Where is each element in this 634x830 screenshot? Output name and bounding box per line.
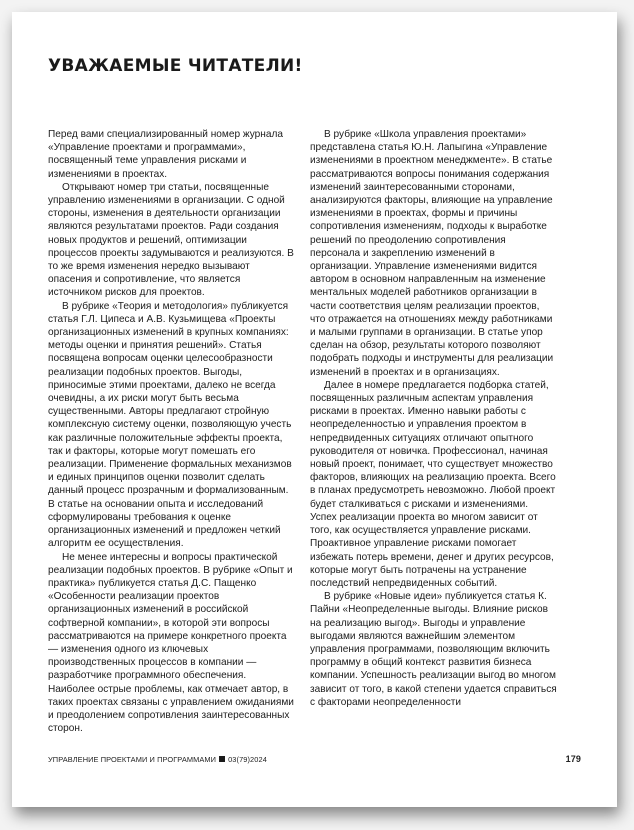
page-title: УВАЖАЕМЫЕ ЧИТАТЕЛИ! bbox=[48, 56, 303, 76]
paragraph: Перед вами специализированный номер журнала «Управление проектами и программами», посвященный теме управления рисками и изменениями в проектах. bbox=[48, 129, 283, 180]
left-column bbox=[48, 128, 295, 735]
square-separator-icon bbox=[219, 756, 225, 762]
paragraph: Не менее интересны и вопросы практической реализации подобных проектов. В рубрике «Опыт и практика» публикуется статья Д.С. Пащенко «Особенности реализации проектов организационных изменений в российской софтверной компании», в которой эти вопросы рассматриваются на примере конкретного проекта — изменения одного из ключевых производственных процессов в компании — разработчике программного обеспечения. Наиболее острые проблемы, как отмечает автор, в таких проектах связаны с управлением ожиданиями и преодолением сопротивления заинтересованных сторон. bbox=[48, 551, 294, 735]
page-sheet bbox=[12, 12, 617, 807]
right-column bbox=[310, 128, 557, 709]
footer-journal bbox=[48, 755, 267, 764]
paragraph: В рубрике «Новые идеи» публикуется статья К. Пайни «Неопределенные выгоды. Влияние рисков на реализацию выгод». Выгоды и управление выгодами являются важнейшим элементом управления программами, позволяющим включить программу в общий контекст развития бизнеса компании. Успешность реализации выгод во многом зависит от того, в какой степени удается справиться с факторами неопределенности bbox=[310, 591, 557, 708]
journal-name: УПРАВЛЕНИЕ ПРОЕКТАМИ И ПРОГРАММАМИ bbox=[48, 754, 217, 764]
paragraph: Открывают номер три статьи, посвященные управлению изменениями в организации. С одной стороны, изменения в деятельности организации являются результатами проектов. Ради создания новых продуктов и решений, оптимизации процессов проекты задумываются и реализуются. В то же время изменения нередко вызывают опасения и сопротивление, что является источником рисков для проектов. bbox=[48, 181, 294, 299]
issue-number: 03(79)2024 bbox=[228, 754, 267, 764]
page-number: 179 bbox=[565, 754, 581, 764]
paragraph: Далее в номере предлагается подборка статей, посвященных различным аспектам управления рисками в проектах. Именно навыки работы с неопределенностью и управления проектом в непредвиденных ситуациях отличают опытного руководителя от новичка. Профессионал, начиная новый проект, понимает, что существует множество факторов, влияющих на реализацию проекта. Всего в планах предусмотреть невозможно. Любой проект будет сталкиваться с рисками и изменениями. Успех реализации проекта во многом зависит от того, как осуществляется управление рисками. Проактивное управление рисками помогает избежать потерь времени, денег и других ресурсов, которые могут быть потрачены на устранение последствий непредвиденных событий. bbox=[310, 379, 556, 589]
paragraph: В рубрике «Теория и методология» публикуется статья Г.Л. Ципеса и А.В. Кузьмищева «Проекты организационных изменений в крупных компаниях: методы оценки и принятия решений». Статья посвящена вопросам оценки целесообразности реализации подобных проектов. Выгоды, приносимые этими проектами, далеко не всегда очевидны, а их риски могут быть весьма существенными. Авторы предлагают стройную комплексную систему оценки, позволяющую учесть как различные положительные эффекты проекта, так и факторы, которые могут помешать его реализации. Применение формальных механизмов и единых принципов оценки позволит сделать данный процесс прозрачным и формализованным. В статье на основании опыта и исследований сформулированы требования к оценке организационных изменений и предложен четкий алгоритм ее осуществления. bbox=[48, 300, 292, 550]
paragraph: В рубрике «Школа управления проектами» представлена статья Ю.Н. Лапыгина «Управление изменениями в проектном менеджменте». В статье рассматриваются вопросы понимания содержания изменений заинтересованными сторонами, анализируются факторы, влияющие на управление изменениями в проектах, формы и причины сопротивления изменениям, подходы к выработке решений по преодолению сопротивления персонала и закреплению изменений в организации. Управление изменениями видится автором в основном направленным на изменение ментальных моделей работников организации в части соответствия целям реализации проектов, что отражается на отношениях между работниками и малыми группами в организации. В статье упор сделан на обзор, результаты которого позволяют подобрать подходы и инструменты для реализации изменений в проектах и в организациях. bbox=[310, 129, 554, 378]
page-footer bbox=[48, 754, 581, 764]
